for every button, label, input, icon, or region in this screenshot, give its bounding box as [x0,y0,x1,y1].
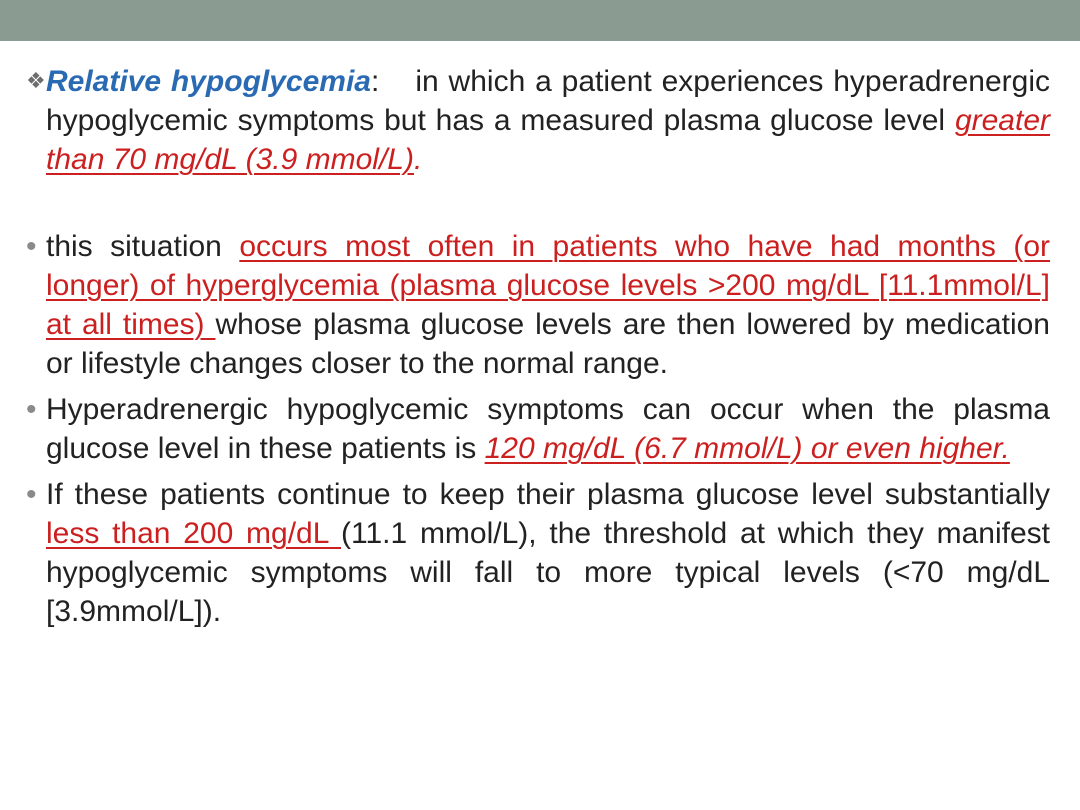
bullet-3-highlight: less than 200 mg/dL [46,517,342,550]
term-colon: : [371,65,380,98]
bullet-text-2 [46,390,1050,468]
bullet-item-1 [26,227,1050,383]
bullet-item-3 [26,475,1051,631]
bullet-2-seg-3: . [1001,432,1010,465]
term-heading: Relative hypoglycemia [46,65,371,98]
intro-highlight: greater than 70 mg/dL (3.9 mmol/L) [46,104,1050,176]
bullet-text-1 [46,227,1050,383]
slide-content [26,62,1051,638]
bullet-1-seg-3: whose plasma glucose levels are then lowered by medication or lifestyle changes closer to the normal range. [46,308,1050,380]
bullet-2-seg-1: Hyperadrenergic hypoglycemic symptoms can occur when the plasma glucose level in these patients is [46,393,1050,465]
bullet-dot-icon: • [26,478,37,511]
intro-end: . [413,143,423,176]
intro-paragraph [26,62,1051,179]
intro-text: in which a patient experiences hyperadrenergic hypoglycemic symptoms but has a measured plasma glucose level [46,65,1051,137]
bullet-3-seg-1: If these patients continue to keep their plasma glucose level substantially [46,478,1050,511]
diamond-bullet-icon: ❖ [26,68,46,93]
bullet-dot-icon: • [26,230,37,263]
bullet-2-highlight: 120 mg/dL (6.7 mmol/L) or even higher [484,432,1002,465]
bullet-1-highlight: occurs most often in patients who have had months (or longer) of hyperglycemia (plasma glucose levels >200 mg/dL [11.1mmol/L] at all times) [46,230,1050,341]
bullet-item-2 [26,390,1050,468]
bullet-dot-icon: • [26,393,37,426]
bullet-1-seg-1: this situation [46,230,240,263]
slide-header-bar [0,0,1080,41]
bullet-3-seg-3: (11.1 mmol/L), the threshold at which they manifest hypoglycemic symptoms will fall to more typical levels (<70 mg/dL [3.9mmol/L]). [46,517,1051,628]
bullet-text-3 [46,475,1050,631]
